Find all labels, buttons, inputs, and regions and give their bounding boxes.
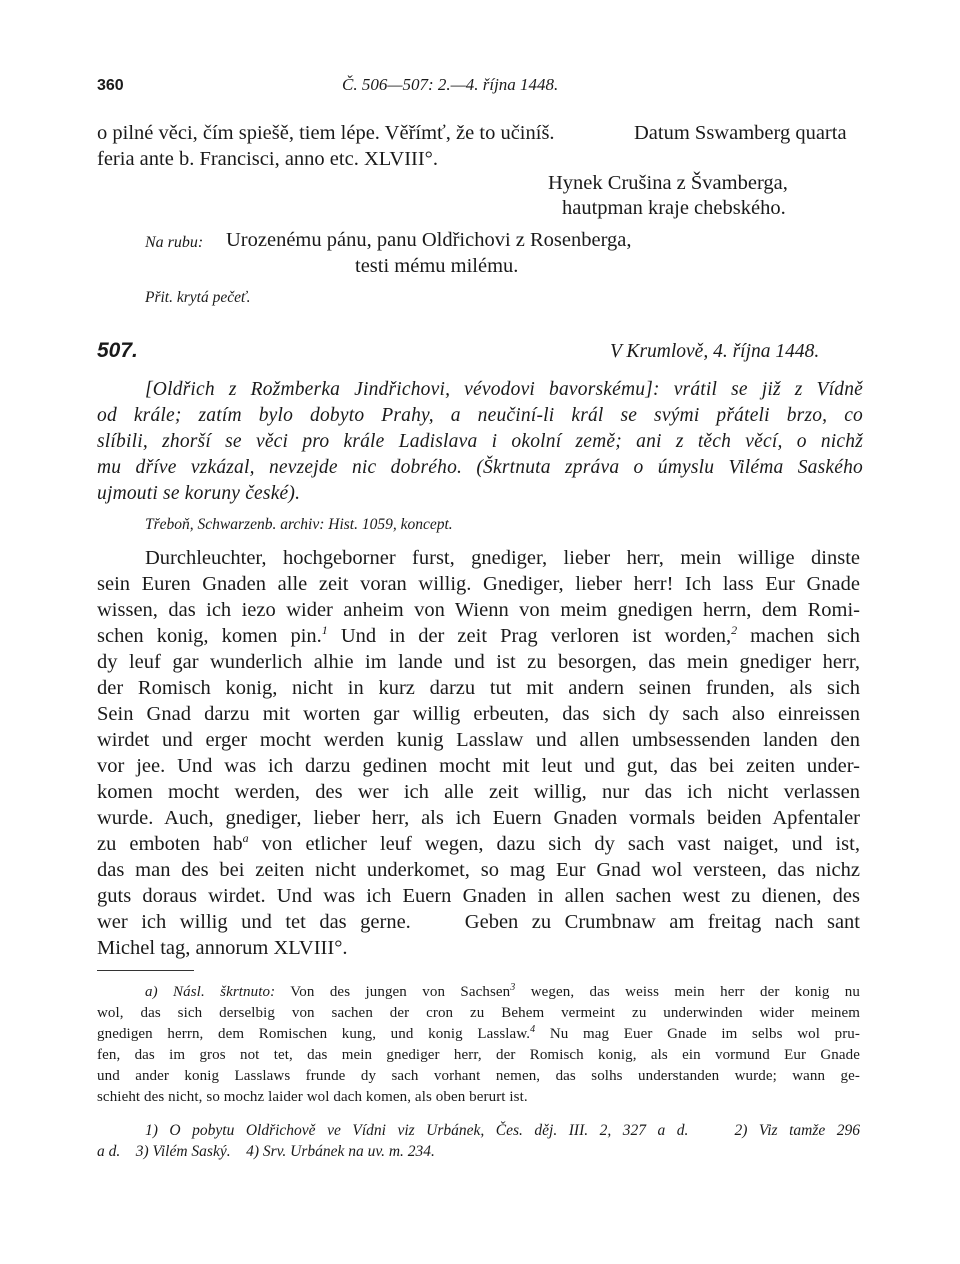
- text-segment: Nu mag Euer Gnade im selbs wol pru-: [535, 1026, 861, 1042]
- text-line: das man des bei zeiten nicht underkomet, so mag Eur Gnad wol versteen, das nichz: [97, 859, 860, 881]
- text-line: wirdet und erger mocht werden kunig Lasslaw und allen umbsessenden landen den: [97, 729, 860, 751]
- footnote-line: [97, 984, 860, 1001]
- place-date: V Krumlově, 4. října 1448.: [610, 341, 820, 362]
- regest-line: slíbili, zhorší se věci pro krále Ladislava i okolní země; ani z těch věcí, o nichž: [97, 431, 863, 452]
- text-line: der Romisch konig, nicht in kurz darzu tut mit andern seinen frunden, als sich: [97, 677, 860, 699]
- address-line-1: Urozenému pánu, panu Oldřichovi z Rosenberga,: [226, 229, 632, 251]
- regest-line: ujmouti se koruny české).: [97, 483, 301, 504]
- footnote-ref-4[interactable]: 4: [530, 1024, 536, 1035]
- text-segment: von etlicher leuf wegen, dazu sich dy sach vast naiget, und ist,: [248, 833, 860, 855]
- footnote-line: 1) O pobytu Oldřichově ve Vídni viz Urbánek, Čes. děj. III. 2, 327 a d. 2) Viz tamže 296: [145, 1122, 860, 1139]
- seal-note: Přit. krytá pečeť.: [145, 289, 251, 306]
- text-line: wissen, das ich iezo wider anheim von Wienn von meim gnedigen herrn, dem Romi-: [97, 599, 860, 621]
- text-line: vor jee. Und was ich darzu gedinen mocht mit leut und gut, das bei zeiten under-: [97, 755, 860, 777]
- footnote-ref-3[interactable]: 3: [510, 982, 516, 993]
- text-segment: Von des jungen von Sachsen: [275, 984, 511, 1000]
- text-line: sein Euren Gnaden alle zeit voran willig. Gnediger, lieber herr! Ich lass Eur Gnade: [97, 573, 860, 595]
- text-segment: schen konig, komen pin.: [97, 625, 322, 647]
- regest-line: [Oldřich z Rožmberka Jindřichovi, vévodovi bavorskému]: vrátil se již z Vídně: [145, 379, 863, 400]
- regest-line: od krále; zatím bylo dobyto Prahy, a neučiní-li král se svými přáteli brzo, co: [97, 405, 863, 426]
- prev-letter-datum: Datum Sswamberg quarta: [634, 122, 847, 144]
- archival-source: Třeboň, Schwarzenb. archiv: Hist. 1059, koncept.: [145, 516, 453, 533]
- footnote-line: a d. 3) Vilém Saský. 4) Srv. Urbánek na uv. m. 234.: [97, 1143, 435, 1160]
- footnote-separator: [97, 970, 194, 971]
- page-number: 360: [97, 77, 124, 94]
- text-line: dy leuf gar wunderlich alhie im lande und ist zu besorgen, das mein gnediger herr,: [97, 651, 860, 673]
- text-segment: gnedigen herrn, dem Romischen kung, und konig Lasslaw.: [97, 1026, 531, 1042]
- footnote-line: und ander konig Lasslaws frunde dy sach vorhant nemen, das solhs understanden wurde; wann ge-: [97, 1068, 860, 1084]
- text-line: [97, 625, 860, 648]
- text-line: komen mocht werden, des wer ich alle zeit willig, nur das ich nicht verlassen: [97, 781, 860, 803]
- signature-line-2: hautpman kraje chebského.: [562, 197, 786, 219]
- signature-line-1: Hynek Crušina z Švamberga,: [548, 172, 788, 194]
- footnote-ref-a[interactable]: a: [242, 831, 249, 845]
- text-line: Sein Gnad darzu mit worten gar willig erbeuten, das sich dy sach also einreissen: [97, 703, 860, 725]
- footnote-ref-1[interactable]: 1: [321, 623, 328, 637]
- footnote-line: schieht des nicht, so mochz laider wol dach komen, als oben berurt ist.: [97, 1089, 528, 1105]
- prev-letter-line-1: o pilné věci, čím spiešě, tiem lépe. Věřímť, že to učiníš.: [97, 122, 555, 144]
- text-line: Michel tag, annorum XLVIII°.: [97, 937, 348, 959]
- regest-line: mu dříve vzkázal, nevzejde nic dobrého. (Škrtnuta zpráva o úmyslu Viléma Saského: [97, 457, 863, 478]
- text-segment: zu emboten hab: [97, 833, 243, 855]
- text-segment: machen sich: [737, 625, 860, 647]
- address-label: Na rubu:: [145, 234, 204, 251]
- footnote-label: a) Násl. škrtnuto:: [145, 984, 276, 1000]
- address-line-2: testi mému milému.: [355, 255, 519, 277]
- document-number: 507.: [97, 339, 138, 362]
- prev-letter-line-2: feria ante b. Francisci, anno etc. XLVIII°.: [97, 148, 439, 170]
- text-line: guts doraus wirdet. Und was ich Euern Gnaden in allen sachen west zu dienen, des: [97, 885, 860, 907]
- text-line: wer ich willig und tet das gerne. Geben zu Crumbnaw am freitag nach sant: [97, 911, 860, 933]
- text-line: wurde. Auch, gnediger, lieber herr, als ich Euern Gnaden vormals beiden Apfentaler: [97, 807, 860, 829]
- footnote-line: fen, das im gros not tet, das mein gnediger herr, der Romisch konig, als ein vormund Eur Gnade: [97, 1047, 860, 1063]
- footnote-line: wol, das sich derselbig von sachen der cron zu Behem vermeint zu underwinden wider meinem: [97, 1005, 860, 1021]
- footnote-ref-2[interactable]: 2: [731, 623, 738, 637]
- running-title: Č. 506—507: 2.—4. října 1448.: [342, 75, 559, 94]
- text-line: Durchleuchter, hochgeborner furst, gnediger, lieber herr, mein willige dinste: [145, 547, 860, 569]
- text-segment: Und in der zeit Prag verloren ist worden,: [327, 625, 732, 647]
- text-line: [97, 833, 860, 856]
- text-segment: wegen, das weiss mein herr der konig nu: [515, 984, 861, 1000]
- footnote-line: [97, 1026, 860, 1043]
